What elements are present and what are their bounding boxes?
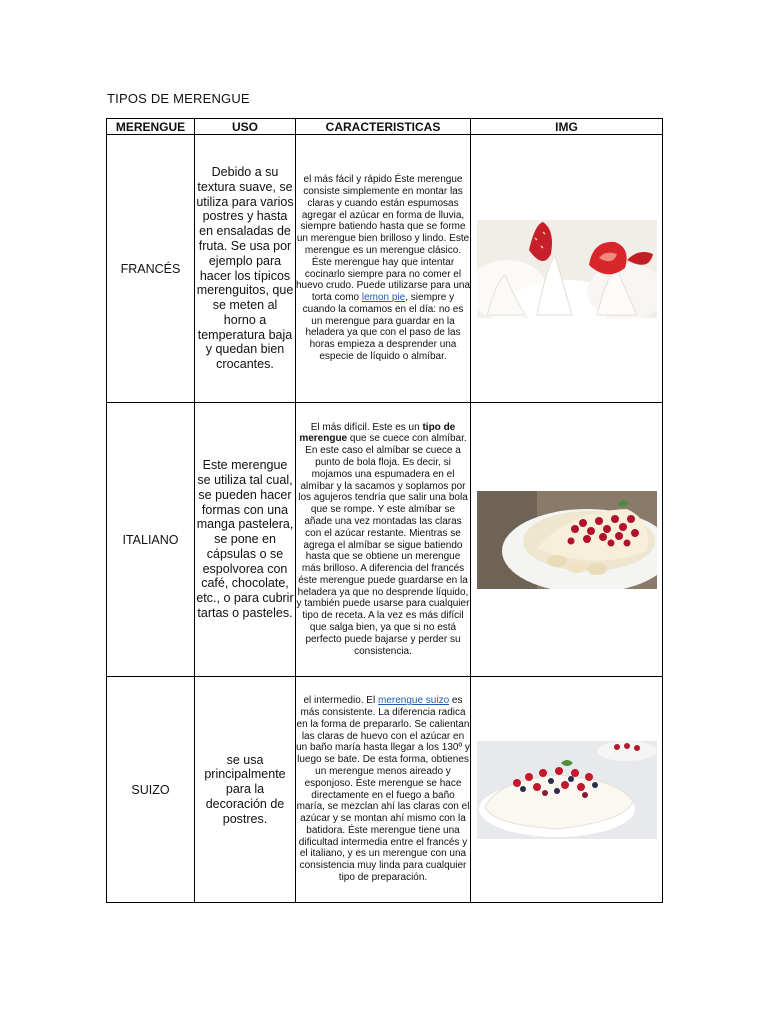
row-caracteristicas xyxy=(296,677,471,903)
row-img xyxy=(471,677,663,903)
header-img: IMG xyxy=(471,119,663,135)
header-caracteristicas: CARACTERISTICAS xyxy=(296,119,471,135)
car-text: que se cuece con almíbar. En este caso el almíbar se cuece a punto de bola floja. Es decir, si mojamos una espumadera en el almíbar y la sacamos y soplamos por los agujeros tendría que salir una bola que se rompe. Y este almíbar se añade una vez montadas las claras con el azúcar restante. Mientras se agrega el almíbar se sigue batiendo hasta que se obtiene un merengue más brilloso. A diferencia del francés éste merengue puede guardarse en la heladera ya que no desprende líquido, y también puede usarse para cualquier tipo de receta. A la vez es más difícil que salga bien, ya que si no está perfecto puede bajarse y perder su consistencia. xyxy=(296,433,470,657)
merengue-suizo-link[interactable]: merengue suizo xyxy=(377,695,450,707)
table-header-row xyxy=(107,119,663,135)
row-img xyxy=(471,403,663,677)
header-merengue: MERENGUE xyxy=(107,119,195,135)
row-uso: Este merengue se utiliza tal cual, se pueden hacer formas con una manga pastelera, se pone en cápsulas o se espolvorea con café, chocolate, etc., o para cubrir tartas o pasteles. xyxy=(195,403,296,677)
meringue-pomegranate-photo xyxy=(477,491,657,589)
car-text: El más difícil. Este es un xyxy=(310,421,423,433)
lemon-pie-link[interactable]: lemon pie xyxy=(361,292,406,304)
row-img xyxy=(471,135,663,403)
table-row-suizo xyxy=(107,677,663,903)
row-uso: se usa principalmente para la decoración de postres. xyxy=(195,677,296,903)
document-title: TIPOS DE MERENGUE xyxy=(107,91,250,106)
car-text: el más fácil y rápido Éste merengue consiste simplemente en montar las claras y cuando están espumosas agregar el azúcar en forma de lluvia, siempre batiendo hasta que se forme un merengue bien brilloso y lindo. Este merengue es un merengue clásico. Éste merengue hay que intentar cocinarlo siempre para no comer el huevo crudo. Puede utilizarse para una torta como xyxy=(296,174,471,304)
car-text: el intermedio. El xyxy=(303,695,378,707)
row-name: SUIZO xyxy=(107,677,195,903)
row-name: ITALIANO xyxy=(107,403,195,677)
meringue-table xyxy=(106,118,663,903)
car-text: , siempre y cuando la comamos en el día: no es un merengue para guardar en la heladera ya que con el paso de las horas empieza a desprender una especie de líquido o almíbar. xyxy=(302,292,464,363)
header-uso: USO xyxy=(195,119,296,135)
table-row-frances xyxy=(107,135,663,403)
car-bold-text: tipo de merengue xyxy=(299,421,456,445)
row-caracteristicas xyxy=(296,135,471,403)
car-text: es más consistente. La diferencia radica en la forma de prepararlo. Se calientan las claras de huevo con el azúcar en un baño maría hasta llegar a los 130º y luego se bate. De esta forma, obtienes un merengue menos aireado y esponjoso. Éste merengue se hace directamente en el fuego a baño maría, se mezclan ahí las claras con el azúcar y se montan ahí mismo con la batidora. Éste merengue tiene una dificultad intermedia entre el francés y el italiano, y es un merengue con una consistencia muy linda para cualquier tipo de preparación. xyxy=(296,695,470,884)
row-name: FRANCÉS xyxy=(107,135,195,403)
meringue-strawberry-photo xyxy=(477,220,657,318)
meringue-berries-photo xyxy=(477,741,657,839)
row-caracteristicas xyxy=(296,403,471,677)
row-uso: Debido a su textura suave, se utiliza para varios postres y hasta en ensaladas de fruta. Se usa por ejemplo para hacer los típicos merenguitos, que se meten al horno a temperatura baja y quedan bien crocantes. xyxy=(195,135,296,403)
table-row-italiano xyxy=(107,403,663,677)
